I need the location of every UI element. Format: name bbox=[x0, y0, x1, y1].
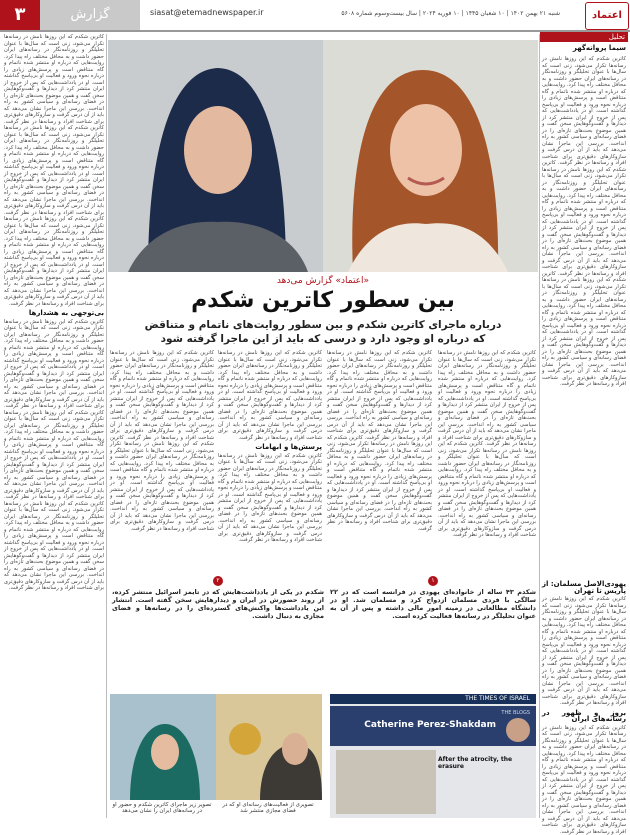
subhead: بی‌توجهی به هشدارها bbox=[28, 309, 104, 317]
body-paragraph: کاترین شکدم که این روزها نامش در رسانه‌ها تکرار می‌شود، زنی است که سال‌ها با عنوان تحلیلگر و روزنامه‌نگار در رسانه‌های ایران حضور داشت و به محافل مختلف راه پیدا کرد. روایت‌هایی که درباره او منتشر شده ناتمام و گاه متناقض است و پرسش‌های زیادی را درباره نحوه ورود و فعالیت او بی‌پاسخ گذاشته است. او در یادداشت‌هایی که پس از خروج از ایران منتشر کرد از دیدارها و گفت‌وگوهایش سخن گفت و همین موضوع بحث‌های تازه‌ای را در فضای رسانه‌ای و سیاسی کشور به راه انداخت. بررسی این ماجرا نشان می‌دهد که باید از آن درس گرفت و سازوکارهای دقیق‌تری برای شناخت افراد و رسانه‌ها در نظر گرفت. bbox=[542, 56, 626, 166]
portraits-illustration bbox=[108, 40, 538, 272]
body-paragraph: کاترین شکدم که این روزها نامش در رسانه‌ها تکرار می‌شود، زنی است که سال‌ها با عنوان تحلیلگر و روزنامه‌نگار در رسانه‌های ایران حضور داشت و به محافل مختلف راه پیدا کرد. روایت‌هایی که درباره او منتشر شده ناتمام و گاه متناقض است و پرسش‌های زیادی را درباره نحوه ورود و فعالیت او بی‌پاسخ گذاشته است. او در یادداشت‌هایی که پس از خروج از ایران منتشر کرد از دیدارها و گفت‌وگوهایش سخن گفت و همین موضوع بحث‌های تازه‌ای را در فضای رسانه‌ای و سیاسی کشور به راه انداخت. بررسی این ماجرا نشان می‌دهد که باید از آن درس گرفت و سازوکارهای دقیق‌تری برای شناخت افراد و رسانه‌ها در نظر گرفت. bbox=[218, 452, 322, 543]
profile-name: Catherine Perez-Shakdam bbox=[364, 720, 496, 730]
body-column-4 bbox=[110, 350, 214, 568]
body-paragraph: کاترین شکدم که این روزها نامش در رسانه‌ها تکرار می‌شود، زنی است که سال‌ها با عنوان تحلیلگر و روزنامه‌نگار در رسانه‌های ایران حضور داشت و به محافل مختلف راه پیدا کرد. روایت‌هایی که درباره او منتشر شده ناتمام و گاه متناقض است و پرسش‌های زیادی را درباره نحوه ورود و فعالیت او بی‌پاسخ گذاشته است. او در یادداشت‌هایی که پس از خروج از ایران منتشر کرد از دیدارها و گفت‌وگوهایش سخن گفت و همین موضوع بحث‌های تازه‌ای را در فضای رسانه‌ای و سیاسی کشور به راه انداخت. بررسی این ماجرا نشان می‌دهد که باید از آن درس گرفت و سازوکارهای دقیق‌تری برای شناخت افراد و رسانه‌ها در نظر گرفت. bbox=[110, 434, 214, 532]
body-paragraph: کاترین شکدم که این روزها نامش در رسانه‌ها تکرار می‌شود، زنی است که سال‌ها با عنوان تحلیلگر و روزنامه‌نگار در رسانه‌های ایران حضور داشت و به محافل مختلف راه پیدا کرد. روایت‌هایی که درباره او منتشر شده ناتمام و گاه متناقض است و پرسش‌های زیادی را درباره نحوه ورود و فعالیت او بی‌پاسخ گذاشته است. او در یادداشت‌هایی که پس از خروج از ایران منتشر کرد از دیدارها و گفت‌وگوهایش سخن گفت و همین موضوع بحث‌های تازه‌ای را در فضای رسانه‌ای و سیاسی کشور به راه انداخت. بررسی این ماجرا نشان می‌دهد که باید از آن درس گرفت و سازوکارهای دقیق‌تری برای شناخت افراد و رسانه‌ها در نظر گرفت. bbox=[4, 216, 104, 307]
newspaper-logo: اعتماد bbox=[585, 2, 629, 30]
body-paragraph: کاترین شکدم که این روزها نامش در رسانه‌ها تکرار می‌شود، زنی است که سال‌ها با عنوان تحلیلگر و روزنامه‌نگار در رسانه‌های ایران حضور داشت و به محافل مختلف راه پیدا کرد. روایت‌هایی که درباره او منتشر شده ناتمام و گاه متناقض است و پرسش‌های زیادی را درباره نحوه ورود و فعالیت او بی‌پاسخ گذاشته است. او در یادداشت‌هایی که پس از خروج از ایران منتشر کرد از دیدارها و گفت‌وگوهایش سخن گفت و همین موضوع بحث‌های تازه‌ای را در فضای رسانه‌ای و سیاسی کشور به راه انداخت. بررسی این ماجرا نشان می‌دهد که باید از آن درس گرفت و سازوکارهای دقیق‌تری برای شناخت افراد و رسانه‌ها در نظر گرفت. bbox=[438, 350, 536, 447]
body-paragraph: کاترین شکدم که این روزها نامش در رسانه‌ها تکرار می‌شود، زنی است که سال‌ها با عنوان تحلیلگر و روزنامه‌نگار در رسانه‌های ایران حضور داشت و به محافل مختلف راه پیدا کرد. روایت‌هایی که درباره او منتشر شده ناتمام و گاه متناقض است و پرسش‌های زیادی را درباره نحوه ورود و فعالیت او بی‌پاسخ گذاشته است. او در یادداشت‌هایی که پس از خروج از ایران منتشر کرد از دیدارها و گفت‌وگوهایش سخن گفت و همین موضوع بحث‌های تازه‌ای را در فضای رسانه‌ای و سیاسی کشور به راه انداخت. بررسی این ماجرا نشان می‌دهد که باید از آن درس گرفت و سازوکارهای دقیق‌تری برای شناخت افراد و رسانه‌ها در نظر گرفت. bbox=[110, 350, 214, 441]
headline: بین سطور کاترین شکدم bbox=[191, 288, 455, 313]
site-header-bar: THE TIMES OF ISRAEL bbox=[330, 694, 536, 704]
right-column-text-lower bbox=[542, 578, 626, 835]
dateline: شنبه ۲۱ بهمن ۱۴۰۲ | ۱۰ شعبان ۱۴۴۵ | ۱۰ فوریه ۲۰۲۴ | سال بیست‌وسوم شماره ۵۶۰۸ bbox=[341, 10, 560, 17]
blog-article-title[interactable]: After the atrocity, the erasure bbox=[438, 756, 513, 770]
author-name: سیما پروانه‌گهر bbox=[572, 44, 626, 52]
deck-line: که درباره او وجود دارد و درسی که باید از این ماجرا گرفته شود bbox=[160, 333, 486, 345]
tv-studio-illustration bbox=[110, 694, 322, 800]
body-paragraph: کاترین شکدم که این روزها نامش در رسانه‌ها تکرار می‌شود، زنی است که سال‌ها با عنوان تحلیلگر و روزنامه‌نگار در رسانه‌های ایران حضور داشت و به محافل مختلف راه پیدا کرد. روایت‌هایی که درباره او منتشر شده ناتمام و گاه متناقض است و پرسش‌های زیادی را درباره نحوه ورود و فعالیت او بی‌پاسخ گذاشته است. او در یادداشت‌هایی که پس از خروج از ایران منتشر کرد از دیدارها و گفت‌وگوهایش سخن گفت و همین موضوع بحث‌های تازه‌ای را در فضای رسانه‌ای و سیاسی کشور به راه انداخت. بررسی این ماجرا نشان می‌دهد که باید از آن درس گرفت و سازوکارهای دقیق‌تری برای شناخت افراد و رسانه‌ها در نظر گرفت. bbox=[4, 409, 104, 500]
category-label: تحلیل bbox=[540, 32, 628, 42]
blog-label: THE BLOGS bbox=[501, 710, 530, 716]
quote-number-badge: ۲ bbox=[213, 576, 223, 586]
quote-number-badge: ۱ bbox=[428, 576, 438, 586]
column-divider bbox=[106, 34, 107, 818]
tv-screenshot bbox=[110, 694, 322, 800]
photo-caption-left: تصویر زیر ماجرای کاترین شکدم و حضور او در رسانه‌های ایران را نشان می‌دهد bbox=[112, 802, 212, 814]
subhead: یهودی‌الاصل مسلمان: از پاریس تا تهران bbox=[542, 580, 626, 595]
kicker: «اعتماد» گزارش می‌دهد bbox=[276, 276, 370, 286]
profile-avatar bbox=[506, 718, 530, 742]
pull-quote-text: شکدم ۴۳ ساله از خانواده‌ای یهودی در فرانسه است که در ۲۲ سالگی با فردی مسلمان ازدواج کرد و مسلمان شد. او در دانشگاه مطالعاتی در زمینه امور مالی داشته و پس از آن به عنوان تحلیلگر در رسانه‌ها فعالیت کرده است. bbox=[330, 588, 536, 620]
body-paragraph: کاترین شکدم که این روزها نامش در رسانه‌ها تکرار می‌شود، زنی است که سال‌ها با عنوان تحلیلگر و روزنامه‌نگار در رسانه‌های ایران حضور داشت و به محافل مختلف راه پیدا کرد. روایت‌هایی که درباره او منتشر شده ناتمام و گاه متناقض است و پرسش‌های زیادی را درباره نحوه ورود و فعالیت او بی‌پاسخ گذاشته است. او در یادداشت‌هایی که پس از خروج از ایران منتشر کرد از دیدارها و گفت‌وگوهایش سخن گفت و همین موضوع بحث‌های تازه‌ای را در فضای رسانه‌ای و سیاسی کشور به راه انداخت. بررسی این ماجرا نشان می‌دهد که باید از آن درس گرفت و سازوکارهای دقیق‌تری برای شناخت افراد و رسانه‌ها در نظر گرفت. bbox=[327, 434, 432, 532]
body-paragraph: کاترین شکدم که این روزها نامش در رسانه‌ها تکرار می‌شود، زنی است که سال‌ها با عنوان تحلیلگر و روزنامه‌نگار در رسانه‌های ایران حضور داشت و به محافل مختلف راه پیدا کرد. روایت‌هایی که درباره او منتشر شده ناتمام و گاه متناقض است و پرسش‌های زیادی را درباره نحوه ورود و فعالیت او بی‌پاسخ گذاشته است. او در یادداشت‌هایی که پس از خروج از ایران منتشر کرد از دیدارها و گفت‌وگوهایش سخن گفت و همین موضوع بحث‌های تازه‌ای را در فضای رسانه‌ای و سیاسی کشور به راه انداخت. بررسی این ماجرا نشان می‌دهد که باید از آن درس گرفت و سازوکارهای دقیق‌تری برای شناخت افراد و رسانه‌ها در نظر گرفت. bbox=[4, 125, 104, 216]
body-paragraph: کاترین شکدم که این روزها نامش در رسانه‌ها تکرار می‌شود، زنی است که سال‌ها با عنوان تحلیلگر و روزنامه‌نگار در رسانه‌های ایران حضور داشت و به محافل مختلف راه پیدا کرد. روایت‌هایی که درباره او منتشر شده ناتمام و گاه متناقض است و پرسش‌های زیادی را درباره نحوه ورود و فعالیت او بی‌پاسخ گذاشته است. او در یادداشت‌هایی که پس از خروج از ایران منتشر کرد از دیدارها و گفت‌وگوهایش سخن گفت و همین موضوع بحث‌های تازه‌ای را در فضای رسانه‌ای و سیاسی کشور به راه انداخت. بررسی این ماجرا نشان می‌دهد که باید از آن درس گرفت و سازوکارهای دقیق‌تری برای شناخت افراد و رسانه‌ها در نظر گرفت. bbox=[218, 350, 322, 441]
body-paragraph: کاترین شکدم که این روزها نامش در رسانه‌ها تکرار می‌شود، زنی است که سال‌ها با عنوان تحلیلگر و روزنامه‌نگار در رسانه‌های ایران حضور داشت و به محافل مختلف راه پیدا کرد. روایت‌هایی که درباره او منتشر شده ناتمام و گاه متناقض است و پرسش‌های زیادی را درباره نحوه ورود و فعالیت او بی‌پاسخ گذاشته است. او در یادداشت‌هایی که پس از خروج از ایران منتشر کرد از دیدارها و گفت‌وگوهایش سخن گفت و همین موضوع بحث‌های تازه‌ای را در فضای رسانه‌ای و سیاسی کشور به راه انداخت. بررسی این ماجرا نشان می‌دهد که باید از آن درس گرفت و سازوکارهای دقیق‌تری برای شناخت افراد و رسانه‌ها در نظر گرفت. bbox=[542, 724, 626, 835]
section-email[interactable]: siasat@etemadnewspaper.ir bbox=[150, 8, 264, 17]
body-column-1 bbox=[438, 350, 536, 568]
article-thumbnail bbox=[336, 750, 436, 814]
left-column-text bbox=[4, 34, 104, 818]
page-number: ۳ bbox=[0, 0, 40, 30]
pull-quote-text: شکدم در یکی از یادداشت‌هایش که در تایمز اسرائیل منتشر کرده، از روند حضورش در ایران و دیدارهایش سخن گفته است. انتشار این یادداشت‌ها واکنش‌های گسترده‌ای را در رسانه‌ها و فضای مجازی به دنبال داشت. bbox=[112, 588, 324, 620]
pull-quote-2 bbox=[112, 576, 324, 672]
blog-screenshot bbox=[330, 694, 536, 818]
section-tab: گزارش bbox=[40, 0, 140, 30]
deck-line: درباره ماجرای کاترین شکدم و بین سطور روایت‌های ناتمام و متناقض bbox=[144, 319, 502, 331]
body-paragraph: کاترین شکدم که این روزها نامش در رسانه‌ها تکرار می‌شود، زنی است که سال‌ها با عنوان تحلیلگر و روزنامه‌نگار در رسانه‌های ایران حضور داشت و به محافل مختلف راه پیدا کرد. روایت‌هایی که درباره او منتشر شده ناتمام و گاه متناقض است و پرسش‌های زیادی را درباره نحوه ورود و فعالیت او بی‌پاسخ گذاشته است. او در یادداشت‌هایی که پس از خروج از ایران منتشر کرد از دیدارها و گفت‌وگوهایش سخن گفت و همین موضوع بحث‌های تازه‌ای را در فضای رسانه‌ای و سیاسی کشور به راه انداخت. بررسی این ماجرا نشان می‌دهد که باید از آن درس گرفت و سازوکارهای دقیق‌تری برای شناخت افراد و رسانه‌ها در نظر گرفت. bbox=[542, 270, 626, 387]
body-paragraph: کاترین شکدم که این روزها نامش در رسانه‌ها تکرار می‌شود، زنی است که سال‌ها با عنوان تحلیلگر و روزنامه‌نگار در رسانه‌های ایران حضور داشت و به محافل مختلف راه پیدا کرد. روایت‌هایی که درباره او منتشر شده ناتمام و گاه متناقض است و پرسش‌های زیادی را درباره نحوه ورود و فعالیت او بی‌پاسخ گذاشته است. او در یادداشت‌هایی که پس از خروج از ایران منتشر کرد از دیدارها و گفت‌وگوهایش سخن گفت و همین موضوع بحث‌های تازه‌ای را در فضای رسانه‌ای و سیاسی کشور به راه انداخت. بررسی این ماجرا نشان می‌دهد که باید از آن درس گرفت و سازوکارهای دقیق‌تری برای شناخت افراد و رسانه‌ها در نظر گرفت. bbox=[4, 318, 104, 409]
subhead: پرسش‌ها و ابهامات bbox=[255, 443, 322, 451]
body-paragraph: کاترین شکدم که این روزها نامش در رسانه‌ها تکرار می‌شود، زنی است که سال‌ها با عنوان تحلیلگر و روزنامه‌نگار در رسانه‌های ایران حضور داشت و به محافل مختلف راه پیدا کرد. روایت‌هایی که درباره او منتشر شده ناتمام و گاه متناقض است و پرسش‌های زیادی را درباره نحوه ورود و فعالیت او بی‌پاسخ گذاشته است. او در یادداشت‌هایی که پس از خروج از ایران منتشر کرد از دیدارها و گفت‌وگوهایش سخن گفت و همین موضوع بحث‌های تازه‌ای را در فضای رسانه‌ای و سیاسی کشور به راه انداخت. بررسی این ماجرا نشان می‌دهد که باید از آن درس گرفت و سازوکارهای دقیق‌تری برای شناخت افراد و رسانه‌ها در نظر گرفت. bbox=[542, 596, 626, 706]
blog-banner bbox=[330, 706, 536, 746]
right-column-text bbox=[542, 56, 626, 576]
body-paragraph: کاترین شکدم که این روزها نامش در رسانه‌ها تکرار می‌شود، زنی است که سال‌ها با عنوان تحلیلگر و روزنامه‌نگار در رسانه‌های ایران حضور داشت و به محافل مختلف راه پیدا کرد. روایت‌هایی که درباره او منتشر شده ناتمام و گاه متناقض است و پرسش‌های زیادی را درباره نحوه ورود و فعالیت او بی‌پاسخ گذاشته است. او در یادداشت‌هایی که پس از خروج از ایران منتشر کرد از دیدارها و گفت‌وگوهایش سخن گفت و همین موضوع بحث‌های تازه‌ای را در فضای رسانه‌ای و سیاسی کشور به راه انداخت. بررسی این ماجرا نشان می‌دهد که باید از آن درس گرفت و سازوکارهای دقیق‌تری برای شناخت افراد و رسانه‌ها در نظر گرفت. bbox=[438, 441, 536, 538]
subhead: بروز و ظهور در رسانه‌های ایران bbox=[542, 708, 626, 723]
pull-quote-1 bbox=[330, 576, 536, 672]
body-column-3 bbox=[218, 350, 322, 568]
main-photo bbox=[108, 40, 538, 272]
photo-caption-right: تصویری از فعالیت‌های رسانه‌ای او که در فضای مجازی منتشر شد bbox=[222, 802, 314, 814]
body-paragraph: کاترین شکدم که این روزها نامش در رسانه‌ها تکرار می‌شود، زنی است که سال‌ها با عنوان تحلیلگر و روزنامه‌نگار در رسانه‌های ایران حضور داشت و به محافل مختلف راه پیدا کرد. روایت‌هایی که درباره او منتشر شده ناتمام و گاه متناقض است و پرسش‌های زیادی را درباره نحوه ورود و فعالیت او بی‌پاسخ گذاشته است. او در یادداشت‌هایی که پس از خروج از ایران منتشر کرد از دیدارها و گفت‌وگوهایش سخن گفت و همین موضوع بحث‌های تازه‌ای را در فضای رسانه‌ای و سیاسی کشور به راه انداخت. بررسی این ماجرا نشان می‌دهد که باید از آن درس گرفت و سازوکارهای دقیق‌تری برای شناخت افراد و رسانه‌ها در نظر گرفت. bbox=[4, 500, 104, 591]
body-paragraph: کاترین شکدم که این روزها نامش در رسانه‌ها تکرار می‌شود، زنی است که سال‌ها با عنوان تحلیلگر و روزنامه‌نگار در رسانه‌های ایران حضور داشت و به محافل مختلف راه پیدا کرد. روایت‌هایی که درباره او منتشر شده ناتمام و گاه متناقض است و پرسش‌های زیادی را درباره نحوه ورود و فعالیت او بی‌پاسخ گذاشته است. او در یادداشت‌هایی که پس از خروج از ایران منتشر کرد از دیدارها و گفت‌وگوهایش سخن گفت و همین موضوع بحث‌های تازه‌ای را در فضای رسانه‌ای و سیاسی کشور به راه انداخت. بررسی این ماجرا نشان می‌دهد که باید از آن درس گرفت و سازوکارهای دقیق‌تری برای شناخت افراد و رسانه‌ها در نظر گرفت. bbox=[542, 160, 626, 277]
body-paragraph: کاترین شکدم که این روزها نامش در رسانه‌ها تکرار می‌شود، زنی است که سال‌ها با عنوان تحلیلگر و روزنامه‌نگار در رسانه‌های ایران حضور داشت و به محافل مختلف راه پیدا کرد. روایت‌هایی که درباره او منتشر شده ناتمام و گاه متناقض است و پرسش‌های زیادی را درباره نحوه ورود و فعالیت او بی‌پاسخ گذاشته است. او در یادداشت‌هایی که پس از خروج از ایران منتشر کرد از دیدارها و گفت‌وگوهایش سخن گفت و همین موضوع بحث‌های تازه‌ای را در فضای رسانه‌ای و سیاسی کشور به راه انداخت. بررسی این ماجرا نشان می‌دهد که باید از آن درس گرفت و سازوکارهای دقیق‌تری برای شناخت افراد و رسانه‌ها در نظر گرفت. bbox=[4, 34, 104, 125]
body-column-2 bbox=[327, 350, 432, 568]
column-divider bbox=[539, 34, 540, 818]
deck bbox=[108, 318, 538, 346]
body-paragraph: کاترین شکدم که این روزها نامش در رسانه‌ها تکرار می‌شود، زنی است که سال‌ها با عنوان تحلیلگر و روزنامه‌نگار در رسانه‌های ایران حضور داشت و به محافل مختلف راه پیدا کرد. روایت‌هایی که درباره او منتشر شده ناتمام و گاه متناقض است و پرسش‌های زیادی را درباره نحوه ورود و فعالیت او بی‌پاسخ گذاشته است. او در یادداشت‌هایی که پس از خروج از ایران منتشر کرد از دیدارها و گفت‌وگوهایش سخن گفت و همین موضوع بحث‌های تازه‌ای را در فضای رسانه‌ای و سیاسی کشور به راه انداخت. بررسی این ماجرا نشان می‌دهد که باید از آن درس گرفت و سازوکارهای دقیق‌تری برای شناخت افراد و رسانه‌ها در نظر گرفت. bbox=[327, 350, 432, 441]
